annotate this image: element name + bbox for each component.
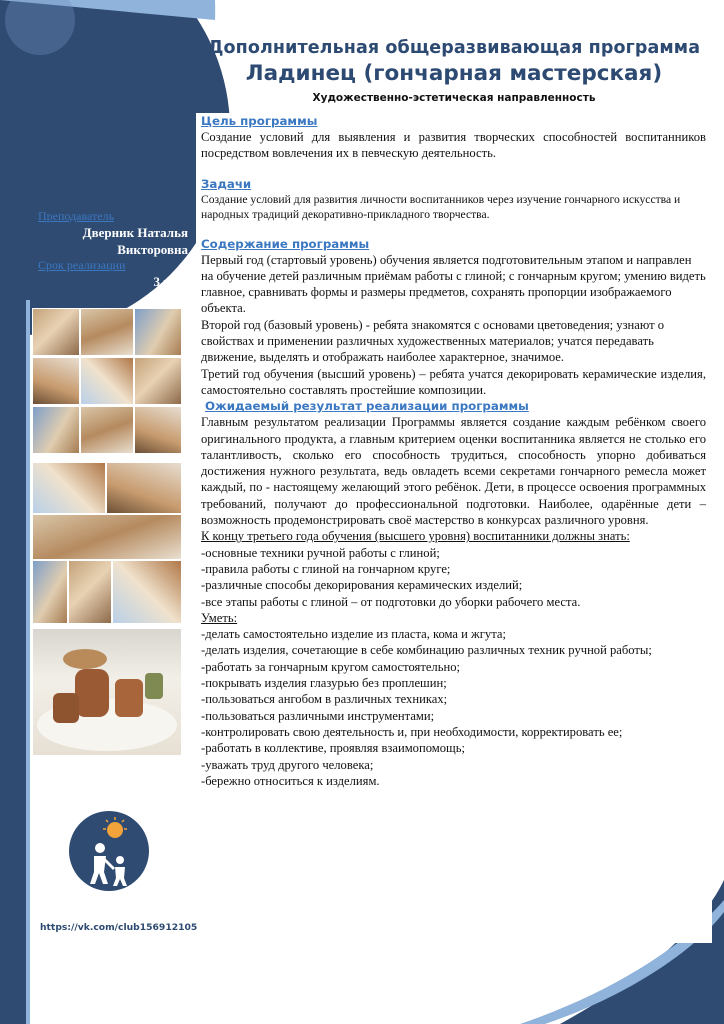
photo (80, 357, 134, 405)
teacher-label: Преподаватель (38, 209, 115, 223)
teacher-name-2: Викторовна (117, 242, 188, 257)
content-year-2: Второй год (базовый уровень) - ребята знакомятся с основами цветоведения; узнают о свойствах и применении различных художественных материалов; учатся передавать движение, выделять и отображать наиболее характерное, значимое. (201, 317, 665, 365)
photo (106, 462, 182, 514)
pottery-photo (32, 628, 182, 756)
organization-logo (68, 810, 150, 892)
photo (32, 357, 80, 405)
pottery-illustration (33, 629, 181, 755)
goal-text: Создание условий для выявления и развития творческих способностей воспитанников посредством вовлечения их в певческую деятельность. (201, 130, 706, 161)
photo (32, 560, 68, 624)
main-content (201, 113, 706, 789)
community-link[interactable]: https://vk.com/club156912105 (40, 922, 198, 933)
tasks-heading: Задачи (201, 176, 252, 191)
photo (134, 308, 182, 356)
result-text: Главным результатом реализации Программы является создание каждым ребёнком своего оригинального продукта, а главным критерием оценки воспитанника является не столько его талантливость, сколько его способность трудиться, способность упорно добиваться достижения нужного результата, ведь овладеть всеми секретами гончарного ремесла может каждый, по - настоящему желающий этого ребёнок. Дети, в процессе освоения программных требований, получают до профессиональной подготовки. Наиболее, одарённые дети – возможность продемонстрировать своё мастерство в конкурсах различного уровня. (201, 415, 706, 528)
photo (112, 560, 182, 624)
tasks-text: Создание условий для развития личности воспитанников через изучение гончарного искусства и народных традиций декоративно-прикладного творчества. (201, 192, 681, 221)
content-year-1: Первый год (стартовый уровень) обучения является подготовительным этапом и направлен на обучение детей различным приёмам работы с глиной; с гончарным кругом; умению видеть главное, сравнивать формы и размеры предметов, сохранять пропорции изображаемого объекта. (201, 252, 706, 316)
result-heading: Ожидаемый результат реализации программы (205, 399, 529, 414)
list-item: -основные техники ручной работы с глиной; (201, 545, 440, 560)
list-item: -делать самостоятельно изделие из пласта, кома и жгута; (201, 627, 506, 642)
can-list (201, 626, 706, 789)
can-heading: Уметь: (201, 610, 238, 625)
photo (32, 514, 182, 560)
photo (32, 308, 80, 356)
list-item: -бережно относиться к изделиям. (201, 773, 380, 788)
bg-left-band (0, 300, 26, 1024)
list-item: -покрывать изделия глазурью без проплешин; (201, 676, 447, 691)
photo (68, 560, 112, 624)
content-heading: Содержание программы (201, 236, 370, 251)
photo (32, 462, 106, 514)
term-value: 3 года (153, 274, 188, 289)
sidebar-info (38, 209, 188, 290)
list-item: -пользоваться ангобом в различных техниках; (201, 692, 448, 707)
photo (134, 357, 182, 405)
list-item: -уважать труд другого человека; (201, 757, 374, 772)
sun-icon (107, 822, 123, 838)
program-type-title: Дополнительная общеразвивающая программа (207, 38, 701, 58)
list-item: -работать в коллективе, проявляя взаимопомощь; (201, 741, 465, 756)
know-list (201, 545, 706, 610)
program-direction: Художественно-эстетическая направленность (312, 92, 596, 104)
list-item: -все этапы работы с глиной – от подготовки до уборки рабочего места. (201, 594, 581, 609)
list-item: -контролировать свою деятельность и, при необходимости, корректировать ее; (201, 724, 623, 739)
list-item: -правила работы с глиной на гончарном круге; (201, 561, 451, 576)
teacher-name-1: Дверник Наталья (82, 225, 188, 240)
know-intro: К концу третьего года обучения (высшего уровня) воспитанники должны знать: (201, 529, 630, 544)
list-item: -различные способы декорирования керамических изделий; (201, 578, 523, 593)
term-label: Срок реализации (38, 258, 126, 272)
photo (134, 406, 182, 454)
photo (80, 308, 134, 356)
bg-left-band-light (26, 300, 30, 1024)
list-item: -делать изделия, сочетающие в себе комбинацию различных техник ручной работы; (201, 643, 652, 658)
program-name-title: Ладинец (гончарная мастерская) (245, 61, 663, 86)
content-year-3: Третий год обучения (высший уровень) – ребята учатся декорировать керамические изделия, самостоятельно составлять простейшие композиции. (201, 366, 706, 397)
list-item: -работать за гончарным кругом самостоятельно; (201, 659, 460, 674)
list-item: -пользоваться различными инструментами; (201, 708, 435, 723)
photo (32, 406, 80, 454)
goal-heading: Цель программы (201, 114, 318, 128)
photo (80, 406, 134, 454)
document-header (196, 38, 712, 104)
